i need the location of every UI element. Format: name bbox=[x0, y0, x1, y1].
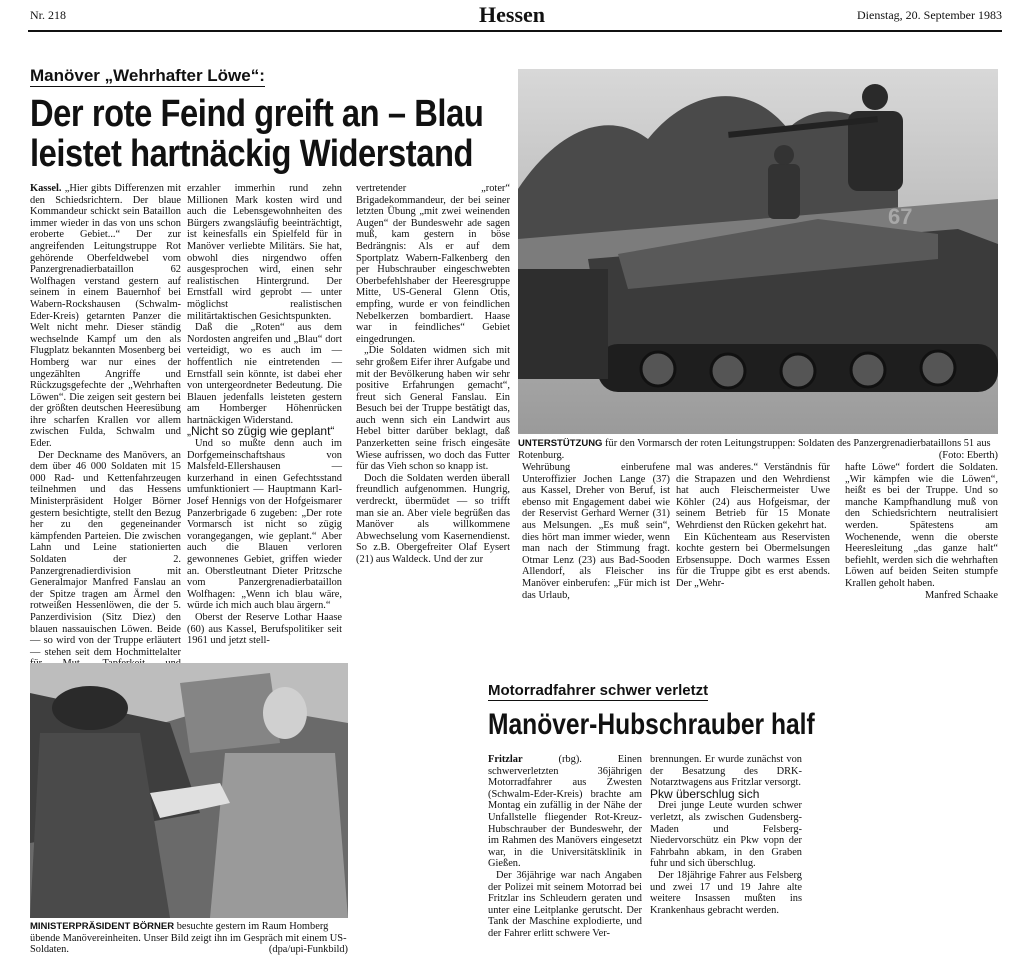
tank-photo bbox=[518, 69, 998, 434]
page-number: Nr. 218 bbox=[30, 8, 66, 22]
issue-date: Dienstag, 20. September 1983 bbox=[857, 8, 1002, 22]
article2-column-2: brennungen. Er wurde zunächst von der Besatzung des DRK-Notarztwagens aus Fritzlar versorgt. Pkw überschlug sich Drei junge Leute wurden schwer verletzt, als zwischen Gudensberg-Maden und Felsberg-Niedervorschütz ein Pkw vopn der Fahrbahn abkam, in den Graben fuhr und sich überschlug. Der 18jährige Fahrer aus Felsberg und zwei 17 und 19 Jahre alte weitere Insassen mußten ins Krankenhaus gebracht werden. bbox=[650, 754, 802, 916]
tank-number-marking: 67 bbox=[888, 204, 913, 229]
article-headline: Der rote Feind greift an – Blau leistet hartnäckig Widerstand bbox=[30, 93, 484, 175]
article2-subheading: Pkw überschlug sich bbox=[650, 786, 760, 801]
header-rule bbox=[28, 30, 1002, 32]
article-author: Manfred Schaake bbox=[925, 589, 998, 601]
boerner-photo-credit: (dpa/upi-Funkbild) bbox=[268, 944, 348, 956]
article-column-3: vertretender „roter“ Brigadekommandeur, der bei seiner letzten Übung „mit zwei weinenden Augen“ der Bundeswehr ade sagen muß, kam gestern in böse Bedrängnis: Als er auf dem Sportplatz Wabern-Falkenberg den per Hubschrauber eingeschwebten Oberbefehlshaber der Heeresgruppe Mitte, US-General Glenn Otis, empfing, wurde er von feindlichen Nebelkerzen bombardiert. Haase war in feindliches“ Gebiet eingedrungen. „Die Soldaten widmen sich mit sehr großem Eifer ihrer Aufgabe und mit der Bevölkerung haben wir sehr positive Erfahrungen gemacht“, freut sich General Fanslau. Ein Besuch bei der Truppe bestätigt das, auch wenn sich ein Landwirt aus Hebel bitter darüber beklagt, daß Panzerketten seine frisch eingesäte Wiese aufrissen, wo doch das Futter für das Vieh schon so knapp ist. Doch die Soldaten werden überall freundlich aufgenommen. Hungrig, verdreckt, übermüdet — so trifft man sie an. Aber viele begrüßen das Manöver als willkommene Abwechselung vom Kasernendienst. So z.B. Obergefreiter Olaf Eysert (21) aus Waldeck. Und der zur bbox=[356, 183, 510, 565]
tank-photo-caption: UNTERSTÜTZUNG für den Vormarsch der roten Leitungstruppen: Soldaten des Panzergrenadierbataillons 51 aus Rotenburg. (Foto: Eberth) bbox=[518, 438, 998, 461]
article2-kicker: Motorradfahrer schwer verletzt bbox=[488, 682, 709, 699]
article2-column-1: Fritzlar (rbg). Einen schwerverletzten 36jährigen Motorradfahrer aus Zwesten (Schwalm-Eder-Kreis) brachte am Montag ein zufällig in der Nähe der Unfallstelle fliegender Rot-Kreuz-Hubschrauber der Bundeswehr, der im Rahmen des Manövers eingesetzt war, in die Universitätsklinik in Gießen. Der 36jährige war nach Angaben der Polizei mit seinem Motorrad bei Fritzlar ins Schleudern geraten und unter eine Leitplanke gerutscht. Der Tank der Maschine explodierte, und der Fahrer erlitt schwere Ver- bbox=[488, 754, 642, 939]
tank-illustration bbox=[518, 69, 998, 434]
article-column-6: hafte Löwe“ fordert die Soldaten. „Wir kämpfen wie die Löwen“, heißt es bei der Truppe. Und so manche Kampfhandlung muß von den Schiedsrichtern neutralisiert werden. Spätestens am Wochenende, wenn die oberste Heeresleitung „das ganze halt“ befiehlt, werden sich die wehrhaften Löwen auf beiden Seiten stumpfe Krallen geholt haben. Manfred Schaake bbox=[845, 462, 998, 601]
article-column-5: mal was anderes.“ Verständnis für die Strapazen und den Wehrdienst hat auch Fleischermeister Uwe Köhler (24) aus Hofgeismar, der seinem Betrieb für 15 Monate Wehrdienst den Rücken gekehrt hat. Ein Küchenteam aus Reservisten kochte gestern bei Obermelsungen Erbsensuppe. Doch warmes Essen für die Truppe gibt es erst abends. Der „Wehr- bbox=[676, 462, 830, 589]
boerner-photo-caption: MINISTERPRÄSIDENT BÖRNER besuchte gestern im Raum Homberg übende Manövereinheiten. Unser Bild zeigt ihn im Gespräch mit einem US-Soldaten. (dpa/upi-Funkbild) bbox=[30, 921, 348, 956]
article-kicker: Manöver „Wehrhafter Löwe“: bbox=[30, 66, 265, 85]
article-column-2: erzahler immerhin rund zehn Millionen Mark kosten wird und auch die Lebensgewohnheiten des Bürgers zwangsläufig beeinträchtigt, ist keinesfalls ein Spielfeld für in Manöver verliebte Militärs. Sie hat, obwohl dies nirgendwo offen ausgesprochen wird, einen sehr realistischen Hintergrund. Der Ernstfall wird geprobt — unter möglichst realistischen militärtaktischen Gesichtspunkten. Daß die „Roten“ aus dem Nordosten angreifen und „Blau“ dort verteidigt, wo es auch im — hoffentlich nie eintretenden — Ernstfall sein könnte, ist dabei eher von untergeordneter Bedeutung. Die Blauen jedenfalls leisteten gestern am Homberger Höhenrücken hartnäckigen Widerstand. „Nicht so zügig wie geplant“ Und so mußte denn auch im Dorfgemeinschaftshaus von Malsfeld-Ellershausen — kurzerhand in einen Gefechtsstand umfunktioniert — Hauptmann Karl-Josef Hennigs von der Hofgeismarer Panzerbrigade 6 zugeben: „Der rote Vormarsch ist nicht so zügig vorangegangen, wie geplant.“ Aber auch die Blauen verloren gewonnenes Gebiet, griffen wieder an. Oberstleutnant Dieter Pritzsche vom Panzergrenadierbataillon Wolfhagen: „Wenn ich blau wäre, würde ich mich auch blau ärgern.“ Oberst der Reserve Lothar Haase (60) aus Kassel, Berufspolitiker seit 1961 und jetzt stell- bbox=[187, 183, 342, 647]
boerner-photo bbox=[30, 663, 348, 918]
article-column-1: Kassel. „Hier gibts Differenzen mit den Schiedsrichtern. Der blaue Kommandeur schickt sein Bataillon immer wieder in das von uns schon eroberte Gebiet...“ Der zur angreifenden Leitungstruppe Rot gehörende Oberfeldwebel vom Panzergrenadierbataillon 62 Wolfhagen verstand gestern auf seinem in einem Bauernhof bei Wabern-Rockshausen (Schwalm-Eder-Kreis) getarnten Panzer die Welt nicht mehr. Dieser ständig wechselnde Kampf um den als Flugplatz bekannten Mosenberg bei Homberg war nur eines der ungezählten Angriffe und Rückzugsgefechte der „Wehrhaften Löwen“. Die zeigen seit gestern bei der größten deutschen Heeresübung ihre scharfen Krallen vor allem zwischen Fulda, Schwalm und Eder. Der Deckname des Manövers, an dem über 46 000 Soldaten mit 15 000 Rad- und Kettenfahrzeugen teilnehmen und das Hessens Ministerpräsident Holger Börner gestern besichtigte, stellt den Bezug her zu den gegeneinander kämpfenden Parteien. Die zwischen Lahn und Leine stationierten Soldaten der 2. Panzergrenadierdivision mit Generalmajor Manfred Fanslau an der Spitze tragen am Ärmel den rotweißen Hessenlöwen, die der 5. Panzerdivision (Sitz Diez) den blauen nassauischen Löwen. Beide — so wird von der Truppe erläutert — stehen seit dem Hochmittelalter bbox=[30, 183, 181, 658]
tank-photo-credit: (Foto: Eberth) bbox=[938, 449, 998, 461]
section-title: Hessen bbox=[479, 2, 545, 27]
article-subheading: „Nicht so zügig wie geplant“ bbox=[187, 424, 335, 439]
article-column-4: Wehrübung einberufene Unteroffizier Jochen Lange (37) aus Kassel, Dreher von Beruf, ist ebenso mit Engagement dabei wie der Reservist Gerhard Werner (31) aus Melsungen. „Es muß sein“, dies hört man immer wieder, wenn man nach der Stimmung fragt. Otmar Lenz (23) aus Bad-Sooden Allendorf, als Fleischer ins Manöver einberufen: „Für mich ist das Urlaub, bbox=[522, 462, 670, 601]
article2-headline: Manöver-Hubschrauber half bbox=[488, 708, 815, 741]
boerner-illustration bbox=[30, 663, 348, 918]
